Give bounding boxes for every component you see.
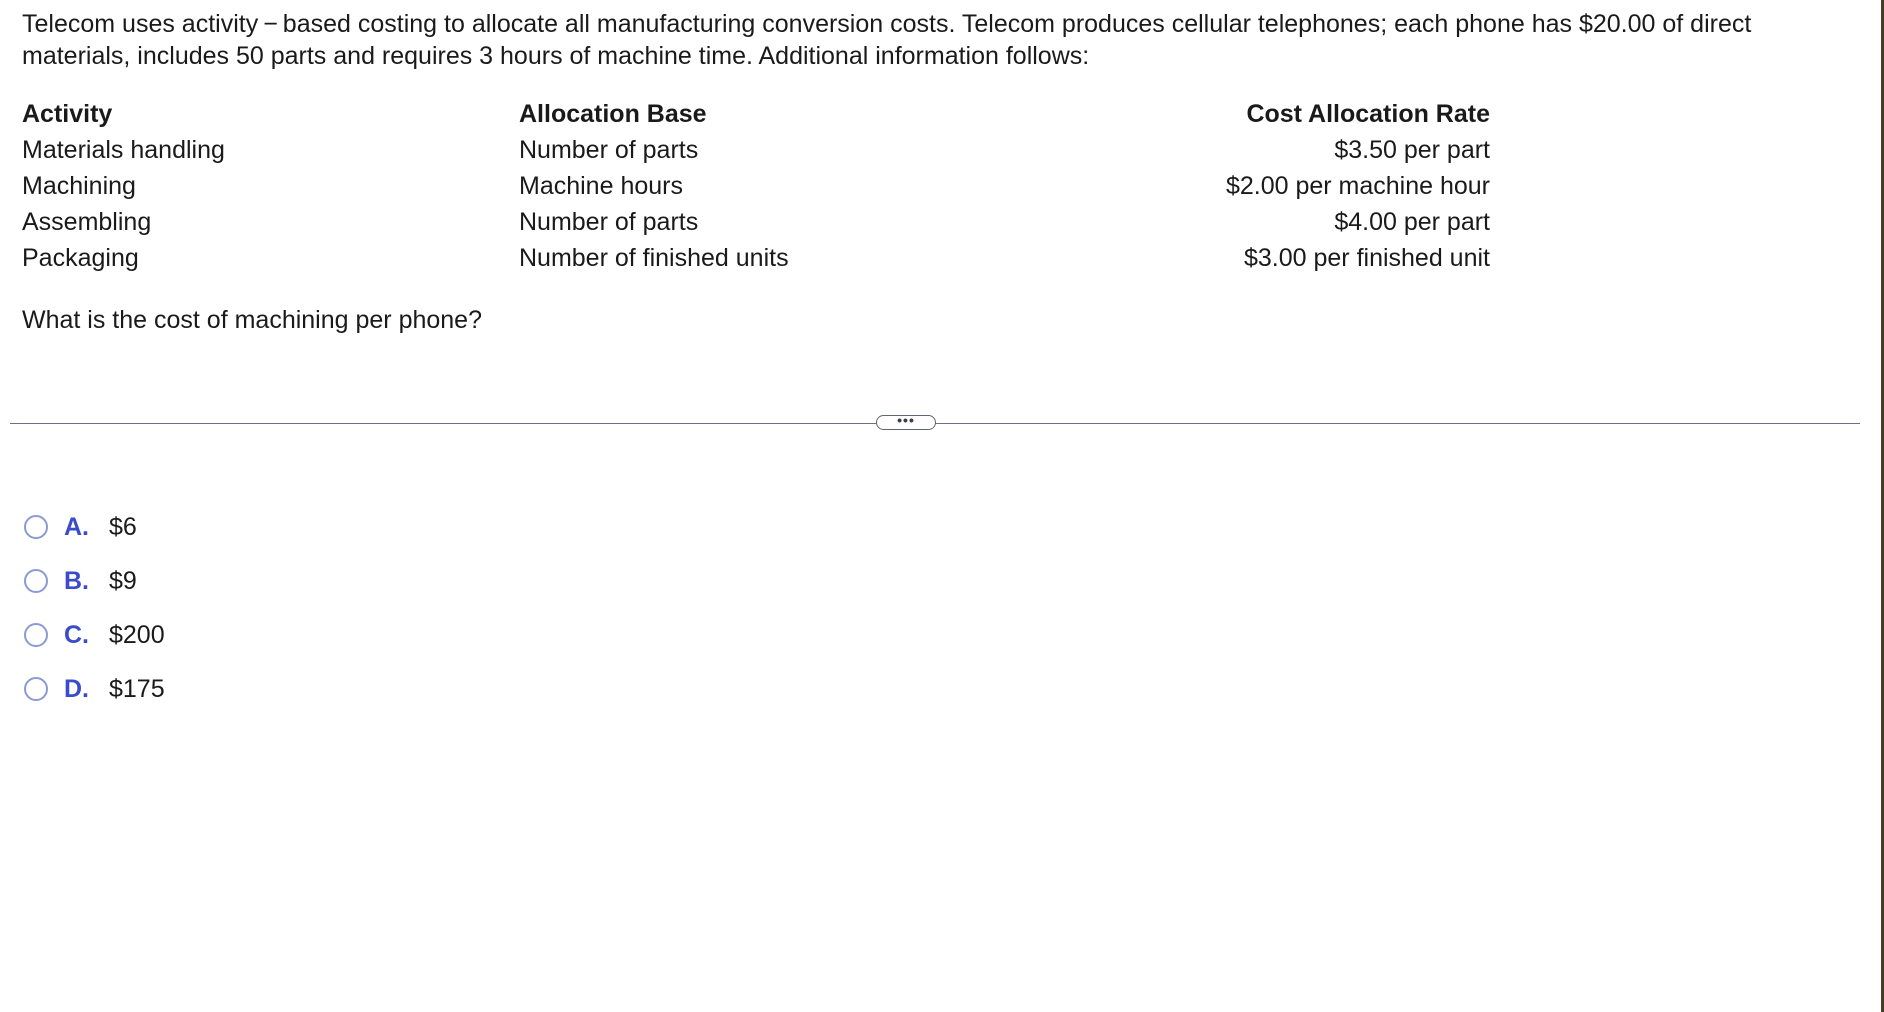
radio-button-icon[interactable] [24, 677, 48, 701]
option-letter: C. [64, 620, 89, 649]
option-text: $175 [109, 674, 165, 703]
rate-cell: $3.00 per finished unit [1243, 243, 1490, 272]
option-letter: D. [64, 674, 89, 703]
activity-cell: Assembling [22, 207, 152, 236]
option-text: $6 [109, 512, 137, 541]
radio-button-icon[interactable] [24, 515, 48, 539]
rate-cell: $2.00 per machine hour [1225, 171, 1490, 200]
rate-cell: $4.00 per part [1334, 207, 1490, 236]
option-letter: B. [64, 566, 89, 595]
radio-button-icon[interactable] [24, 569, 48, 593]
option-c[interactable] [24, 608, 165, 662]
allocation-base-cell: Number of finished units [519, 243, 789, 272]
table-row [22, 168, 1490, 204]
activity-rates-table [22, 96, 1490, 276]
table-row [22, 240, 1490, 276]
expand-more-button[interactable] [876, 411, 936, 430]
activity-cell: Packaging [22, 243, 139, 272]
question-text: What is the cost of machining per phone? [22, 306, 482, 334]
option-text: $200 [109, 620, 165, 649]
ellipsis-icon: ••• [897, 411, 915, 428]
option-a[interactable] [24, 500, 165, 554]
table-header-row [22, 96, 1490, 132]
allocation-base-cell: Number of parts [519, 135, 699, 164]
answer-options [24, 500, 165, 716]
table-row [22, 204, 1490, 240]
allocation-base-cell: Number of parts [519, 207, 699, 236]
header-allocation-base: Allocation Base [519, 99, 707, 128]
activity-cell: Machining [22, 171, 136, 200]
option-text: $9 [109, 566, 137, 595]
table-row [22, 132, 1490, 168]
option-letter: A. [64, 512, 89, 541]
problem-statement: Telecom uses activity − based costing to allocate all manufacturing conversion costs. Telecom produces cellular telephones; each phone has $20.00 of direct materials, includes 50 parts and requires 3 hours of machine time. Additional information follows: [22, 10, 1752, 70]
option-d[interactable] [24, 662, 165, 716]
activity-cell: Materials handling [22, 135, 225, 164]
header-activity: Activity [22, 99, 113, 128]
header-cost-allocation-rate: Cost Allocation Rate [1246, 99, 1490, 128]
option-b[interactable] [24, 554, 165, 608]
rate-cell: $3.50 per part [1334, 135, 1490, 164]
radio-button-icon[interactable] [24, 623, 48, 647]
allocation-base-cell: Machine hours [519, 171, 683, 200]
